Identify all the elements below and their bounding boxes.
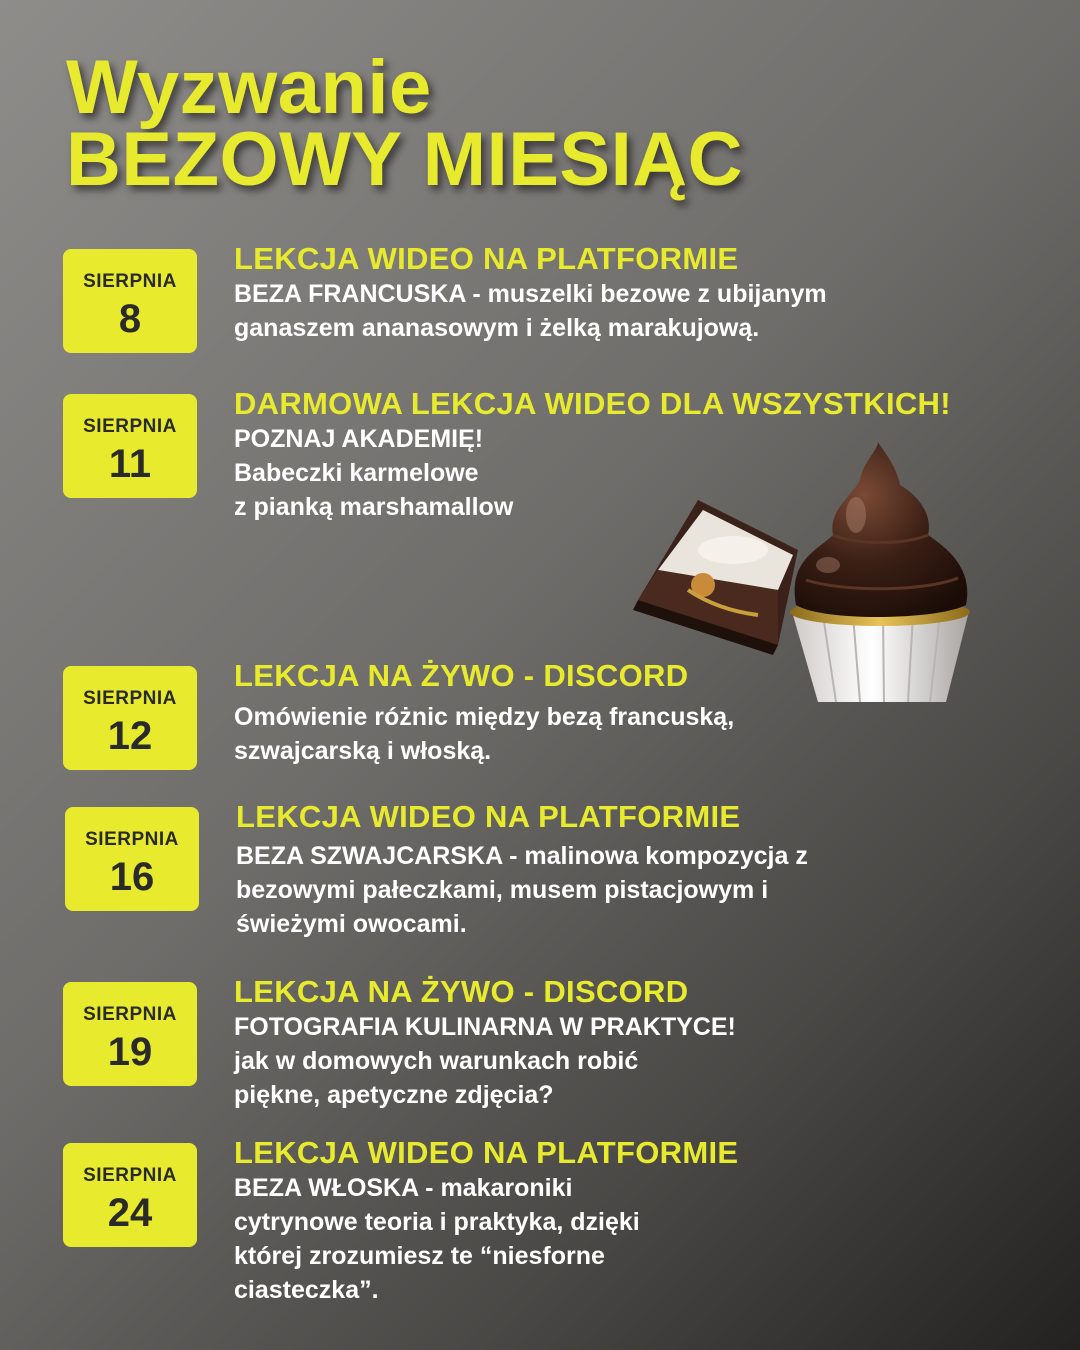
- event-description-line: BEZA FRANCUSKA - muszelki bezowe z ubijanym: [234, 280, 827, 308]
- date-day: 8: [118, 297, 142, 341]
- cake-slice-shape: [633, 500, 798, 655]
- date-badge: [63, 249, 197, 353]
- date-day: 24: [107, 1191, 153, 1235]
- event-description-line: której zrozumiesz te “niesforne: [234, 1242, 605, 1270]
- event-description-line: BEZA SZWAJCARSKA - malinowa kompozycja z: [236, 842, 808, 870]
- event-description-line: bezowymi pałeczkami, musem pistacjowym i: [236, 876, 769, 904]
- date-day: 19: [107, 1030, 153, 1074]
- date-month: SIERPNIA: [85, 829, 179, 850]
- date-badge: [65, 807, 199, 911]
- event-content: [234, 1135, 738, 1307]
- event-description-line: Babeczki karmelowe: [234, 459, 479, 487]
- date-month: SIERPNIA: [83, 1165, 177, 1186]
- event-description-line: świeżymi owocami.: [236, 910, 467, 938]
- date-badge: [63, 982, 197, 1086]
- event-content: [234, 241, 827, 345]
- date-badge: [63, 1143, 197, 1247]
- event-description-line: ganaszem ananasowym i żelką marakujową.: [234, 314, 760, 342]
- date-badge: [63, 394, 197, 498]
- date-badge: [63, 666, 197, 770]
- event-heading: LEKCJA NA ŻYWO - DISCORD: [234, 974, 689, 1009]
- event-description-line: FOTOGRAFIA KULINARNA W PRAKTYCE!: [234, 1013, 736, 1041]
- event-description-line: Omówienie różnic między bezą francuską,: [234, 703, 735, 731]
- event-heading: LEKCJA NA ŻYWO - DISCORD: [234, 658, 689, 693]
- event-heading: LEKCJA WIDEO NA PLATFORMIE: [234, 1135, 739, 1170]
- date-month: SIERPNIA: [83, 271, 177, 292]
- event-description-line: cytrynowe teoria i praktyka, dzięki: [234, 1208, 640, 1236]
- cupcake-shape: [790, 442, 970, 702]
- event-content: [236, 799, 808, 941]
- event-content: [234, 974, 736, 1112]
- title-line-2: BEZOWY MIESIĄC: [66, 117, 743, 202]
- event-description-line: BEZA WŁOSKA - makaroniki: [234, 1174, 573, 1202]
- date-month: SIERPNIA: [83, 688, 177, 709]
- event-description-line: ciasteczka”.: [234, 1276, 379, 1304]
- event-heading: LEKCJA WIDEO NA PLATFORMIE: [234, 241, 739, 276]
- event-description-line: z pianką marshamallow: [234, 493, 514, 521]
- event-description-line: jak w domowych warunkach robić: [234, 1047, 639, 1075]
- date-day: 12: [107, 714, 153, 758]
- date-month: SIERPNIA: [83, 416, 177, 437]
- title-line-1: Wyzwanie: [66, 45, 432, 130]
- event-content: [234, 658, 734, 768]
- date-month: SIERPNIA: [83, 1004, 177, 1025]
- event-description-line: POZNAJ AKADEMIĘ!: [234, 425, 484, 453]
- date-day: 16: [109, 855, 155, 899]
- event-description-line: szwajcarską i włoską.: [234, 737, 492, 765]
- event-heading: DARMOWA LEKCJA WIDEO DLA WSZYSTKICH!: [234, 386, 951, 421]
- page-title: [66, 45, 743, 202]
- date-day: 11: [108, 442, 152, 486]
- event-heading: LEKCJA WIDEO NA PLATFORMIE: [236, 799, 741, 834]
- event-description-line: piękne, apetyczne zdjęcia?: [234, 1081, 554, 1109]
